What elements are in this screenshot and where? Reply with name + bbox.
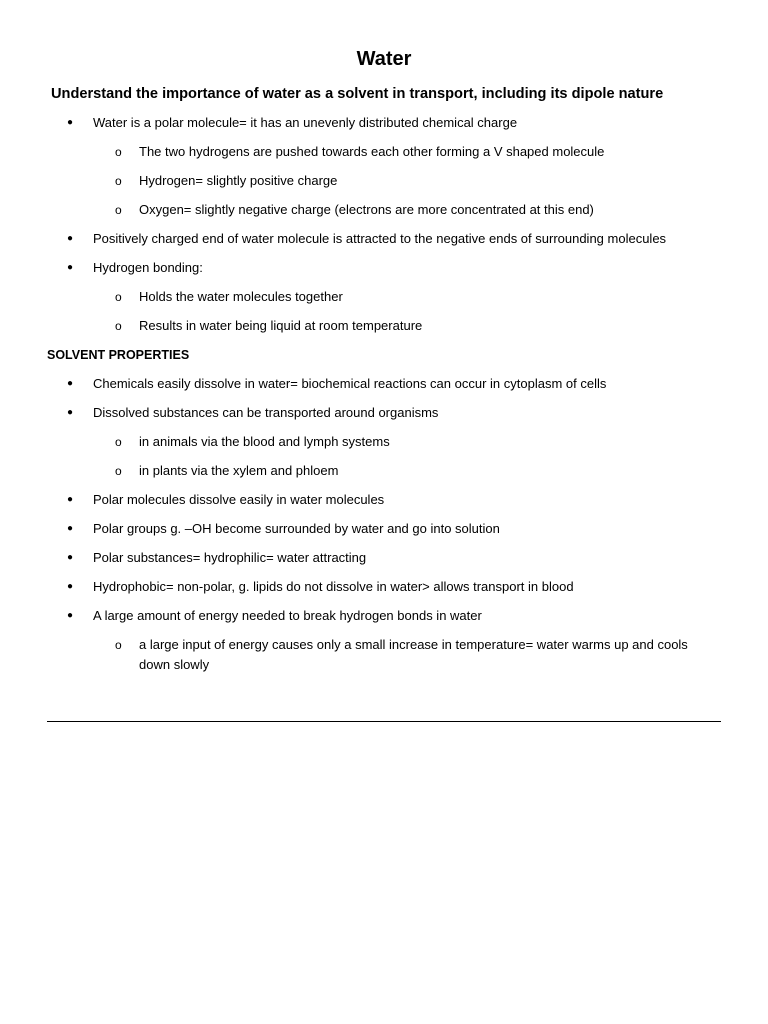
- sub-bullet-marker: o: [115, 638, 122, 652]
- bullet-text: Water is a polar molecule= it has an unevenly distributed chemical charge: [93, 115, 518, 130]
- bullet-marker: ●: [67, 581, 74, 592]
- bullet-item: [0, 258, 683, 278]
- sub-bullet-marker: o: [115, 203, 122, 217]
- sub-bullet-item: [0, 171, 709, 191]
- page-subtitle: Understand the importance of water as a solvent in transport, including its dipole nature: [51, 86, 664, 102]
- sub-bullet-marker: o: [115, 319, 122, 333]
- sub-bullet-item: [0, 287, 709, 307]
- bullet-item: [0, 606, 683, 626]
- bullet-item: [0, 519, 683, 539]
- sub-bullet-text: Oxygen= slightly negative charge (electrons are more concentrated at this end): [139, 202, 594, 217]
- sub-bullet-marker: o: [115, 145, 122, 159]
- bullet-item: [0, 229, 683, 249]
- sub-bullet-text: in animals via the blood and lymph systems: [139, 434, 390, 449]
- bullet-text: Polar molecules dissolve easily in water molecules: [93, 492, 385, 507]
- bullet-text: Polar groups g. –OH become surrounded by water and go into solution: [93, 521, 500, 536]
- horizontal-rule: [47, 721, 721, 722]
- bullet-marker: ●: [67, 552, 74, 563]
- section-heading: SOLVENT PROPERTIES: [47, 348, 190, 362]
- bullet-marker: ●: [67, 117, 74, 128]
- sub-bullet-item: [0, 461, 709, 481]
- bullet-item: [0, 548, 683, 568]
- bullet-item: [0, 374, 683, 394]
- sub-bullet-text: a large input of energy causes only a small increase in temperature= water warms up and cools down slowly: [139, 637, 688, 672]
- sub-bullet-text: in plants via the xylem and phloem: [139, 463, 339, 478]
- bullet-text: Chemicals easily dissolve in water= biochemical reactions can occur in cytoplasm of cells: [93, 376, 607, 391]
- sub-bullet-text: Results in water being liquid at room temperature: [139, 318, 423, 333]
- document-body: [0, 113, 768, 684]
- bullet-text: Dissolved substances can be transported around organisms: [93, 405, 439, 420]
- sub-bullet-marker: o: [115, 435, 122, 449]
- sub-bullet-item: [0, 432, 709, 452]
- bullet-marker: ●: [67, 610, 74, 621]
- bullet-item: [0, 490, 683, 510]
- sub-bullet-text: Holds the water molecules together: [139, 289, 343, 304]
- bullet-text: Hydrophobic= non-polar, g. lipids do not dissolve in water> allows transport in blood: [93, 579, 574, 594]
- bullet-marker: ●: [67, 262, 74, 273]
- bullet-item: [0, 577, 683, 597]
- sub-bullet-marker: o: [115, 464, 122, 478]
- bullet-text: Hydrogen bonding:: [93, 260, 203, 275]
- sub-bullet-item: [0, 635, 709, 675]
- bullet-item: [0, 113, 683, 133]
- sub-bullet-text: Hydrogen= slightly positive charge: [139, 173, 338, 188]
- bullet-text: A large amount of energy needed to break hydrogen bonds in water: [93, 608, 482, 623]
- sub-bullet-text: The two hydrogens are pushed towards each other forming a V shaped molecule: [139, 144, 605, 159]
- bullet-marker: ●: [67, 407, 74, 418]
- sub-bullet-item: [0, 142, 709, 162]
- sub-bullet-item: [0, 316, 709, 336]
- bullet-item: [0, 403, 683, 423]
- sub-bullet-marker: o: [115, 174, 122, 188]
- bullet-text: Polar substances= hydrophilic= water attracting: [93, 550, 367, 565]
- bullet-marker: ●: [67, 494, 74, 505]
- page-title: Water: [356, 48, 412, 70]
- bullet-text: Positively charged end of water molecule is attracted to the negative ends of surrounding molecules: [93, 231, 667, 246]
- sub-bullet-item: [0, 200, 709, 220]
- bullet-marker: ●: [67, 523, 74, 534]
- sub-bullet-marker: o: [115, 290, 122, 304]
- bullet-marker: ●: [67, 378, 74, 389]
- bullet-marker: ●: [67, 233, 74, 244]
